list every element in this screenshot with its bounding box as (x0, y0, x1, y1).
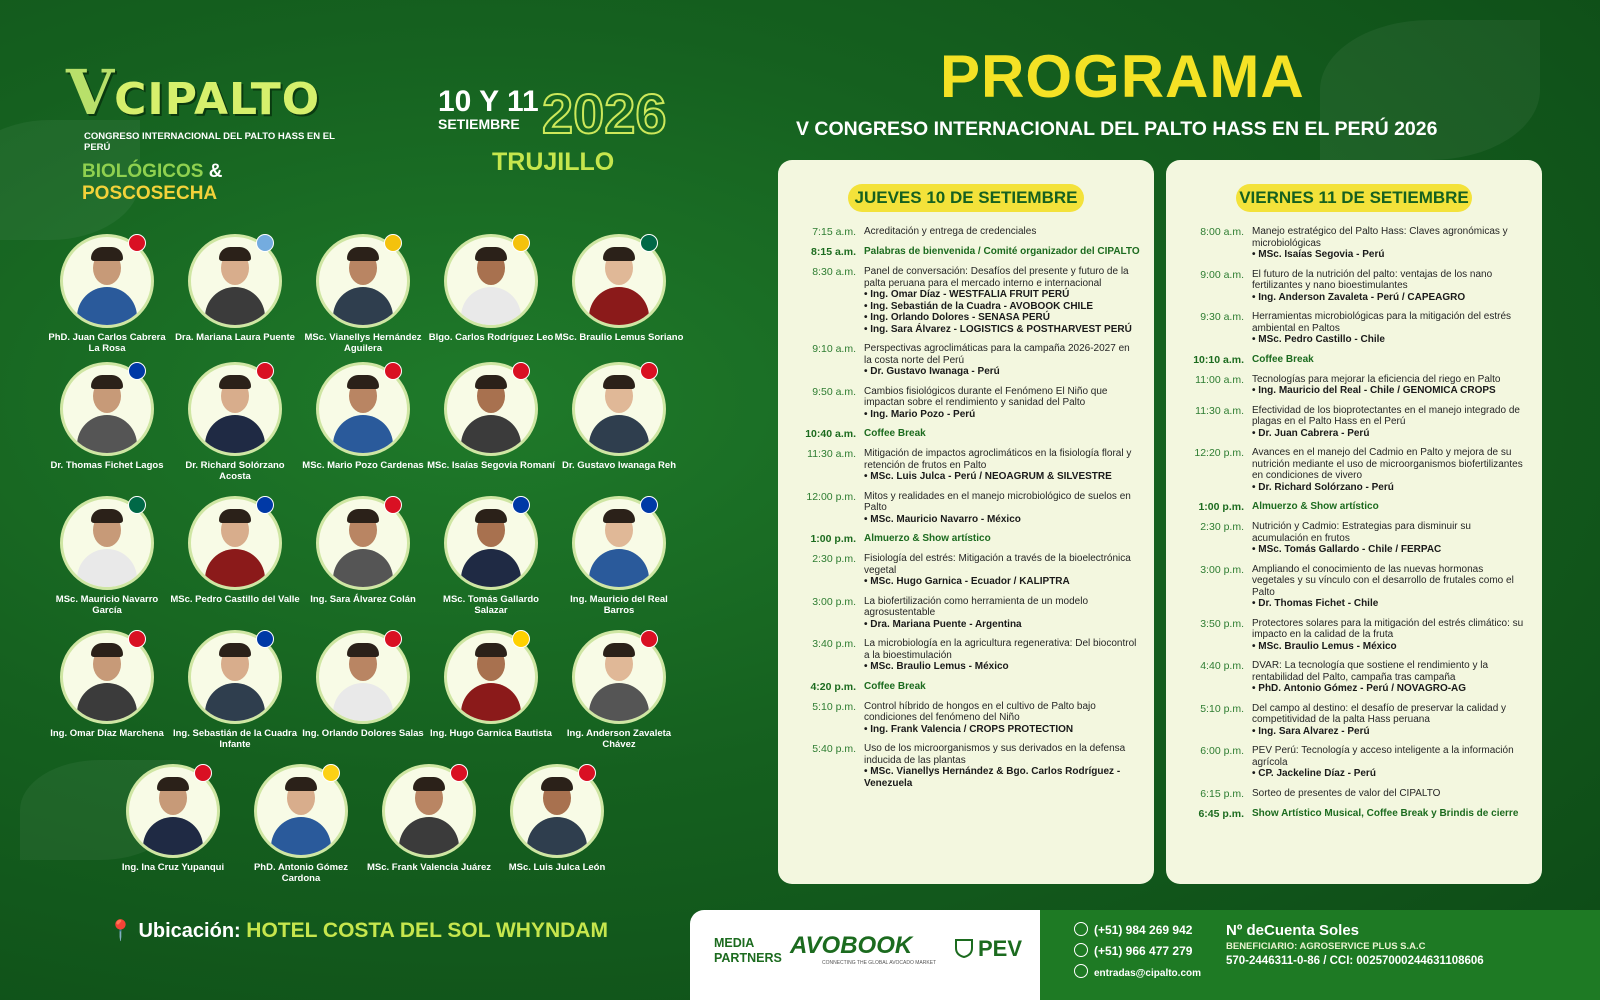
schedule-time: 1:00 p.m. (810, 533, 856, 545)
schedule-title: Avances en el manejo del Cadmio en Palto y mejora de su nutrición mediante el uso de microorganismos biofertilizantes en condiciones de vivero (1252, 447, 1523, 481)
day1-schedule (778, 226, 1154, 789)
speaker-card (170, 362, 300, 482)
flag-icon (512, 234, 530, 252)
email-link[interactable] (1074, 964, 1201, 979)
schedule-item (1166, 745, 1542, 780)
schedule-detail (864, 428, 1140, 440)
schedule-title: Mitigación de impactos agroclimáticos en la fisiología floral y retención de frutos en Palto (864, 448, 1132, 471)
schedule-title: La microbiología en la agricultura regenerativa: Del biocontrol a la bioestimulación (864, 638, 1137, 661)
schedule-title: Nutrición y Cadmio: Estrategias para disminuir su acumulación en frutos (1252, 521, 1471, 544)
schedule-item (1166, 788, 1542, 800)
schedule-title: DVAR: La tecnología que sostiene el rendimiento y la rentabilidad del Palto, campaña tras campaña (1252, 660, 1489, 683)
schedule-item (1166, 703, 1542, 738)
schedule-time: 3:00 p.m. (1200, 563, 1244, 576)
avobook-logo: AVOBOOK (790, 932, 913, 959)
speaker-card (298, 496, 428, 605)
speaker-name: MSc. Vianellys Hernández Aguilera (304, 332, 422, 354)
flag-icon (640, 234, 658, 252)
bank-title: Nº deCuenta Soles (1226, 922, 1360, 939)
schedule-detail (1252, 501, 1528, 513)
flag-icon (512, 496, 530, 514)
schedule-item (1166, 618, 1542, 653)
event-city: TRUJILLO (492, 148, 615, 176)
schedule-speaker: • MSc. Pedro Castillo - Chile (1252, 334, 1385, 345)
schedule-speaker: • PhD. Antonio Gómez - Perú / NOVAGRO-AG (1252, 683, 1467, 694)
speaker-card (298, 362, 428, 471)
schedule-detail (864, 266, 1140, 335)
schedule-detail (864, 701, 1140, 736)
speaker-name: Blgo. Carlos Rodríguez Leo (428, 332, 554, 343)
day2-schedule (1166, 226, 1542, 820)
speaker-card (364, 764, 494, 873)
schedule-title: Fisiología del estrés: Mitigación a través de la bioelectrónica vegetal (864, 553, 1131, 576)
speaker-card (298, 630, 428, 739)
day1-card (778, 160, 1154, 884)
flag-icon (384, 234, 402, 252)
schedule-detail (864, 226, 1140, 238)
schedule-item (778, 638, 1154, 673)
schedule-speaker: • MSc. Tomás Gallardo - Chile / FERPAC (1252, 544, 1442, 555)
schedule-item (778, 681, 1154, 693)
event-date (438, 82, 667, 176)
flag-icon (384, 496, 402, 514)
schedule-detail (864, 491, 1140, 526)
speaker-name: MSc. Luis Julca León (508, 862, 606, 873)
schedule-time: 8:00 a.m. (1200, 226, 1244, 238)
speaker-name: Dr. Richard Solórzano Acosta (185, 460, 285, 482)
schedule-title: Acreditación y entrega de credenciales (864, 226, 1037, 237)
schedule-time: 8:30 a.m. (812, 266, 856, 278)
schedule-time: 6:00 p.m. (1200, 745, 1244, 757)
schedule-speaker: • MSc. Luis Julca - Perú / NEOAGRUM & SILVESTRE (864, 471, 1112, 482)
flag-icon (384, 362, 402, 380)
schedule-item (1166, 660, 1542, 695)
speaker-card (42, 234, 172, 354)
schedule-title: Control híbrido de hongos en el cultivo de Palto bajo condiciones del fenómeno del Niño (864, 700, 1096, 723)
schedule-item (778, 596, 1154, 631)
schedule-item (1166, 374, 1542, 397)
schedule-speaker: • Dr. Richard Solórzano - Perú (1252, 481, 1394, 493)
phone-2[interactable] (1074, 943, 1192, 958)
contact-bar (1040, 910, 1600, 1000)
schedule-item (778, 533, 1154, 545)
speaker-card (426, 630, 556, 739)
day2-title: VIERNES 11 DE SETIEMBRE (1236, 184, 1472, 212)
flag-icon (640, 630, 658, 648)
speaker-card (170, 630, 300, 750)
schedule-detail (1252, 405, 1528, 440)
schedule-title: Almuerzo & Show artístico (1252, 501, 1379, 512)
pev-logo: PEV (978, 936, 1023, 961)
schedule-time: 3:00 p.m. (812, 595, 856, 608)
schedule-title: Panel de conversación: Desafíos del presente y futuro de la palta peruana para el mercado interno e internacional (864, 266, 1129, 289)
schedule-detail (864, 638, 1140, 673)
flag-icon (512, 362, 530, 380)
media-partners (690, 910, 1040, 1000)
schedule-speaker: • Ing. Orlando Dolores - SENASA PERÚ (864, 312, 1050, 323)
schedule-detail (1252, 269, 1528, 304)
schedule-time: 6:15 p.m. (1200, 787, 1244, 800)
logo-v: V (66, 56, 115, 129)
schedule-detail (864, 553, 1140, 588)
schedule-detail (1252, 521, 1528, 556)
speaker-name: PhD. Antonio Gómez Cardona (253, 862, 349, 884)
schedule-item (1166, 311, 1542, 346)
speaker-card (426, 234, 556, 343)
schedule-speaker: • Ing. Omar Díaz - WESTFALIA FRUIT PERÚ (864, 289, 1070, 300)
schedule-speaker: • Ing. Mauricio del Real - Chile / GENOMICA CROPS (1252, 385, 1496, 396)
schedule-title: Efectividad de los bioprotectantes en el manejo integrado de plagas en el Palto Hass en el Perú (1252, 404, 1520, 427)
schedule-time: 4:40 p.m. (1200, 660, 1244, 672)
speaker-card (426, 496, 556, 616)
location-value: HOTEL COSTA DEL SOL WHYNDAM (246, 919, 608, 942)
speaker-name: MSc. Mario Pozo Cardenas (302, 460, 424, 471)
schedule-detail (1252, 311, 1528, 346)
schedule-time: 11:30 a.m. (1195, 404, 1244, 417)
logo-subtitle: CONGRESO INTERNACIONAL DEL PALTO HASS EN EL PERÚ (84, 131, 335, 153)
schedule-title: Cambios fisiológicos durante el Fenómeno El Niño que impactan sobre el rendimiento y sanidad del Palto (864, 385, 1108, 408)
location (108, 918, 608, 943)
schedule-item (778, 428, 1154, 440)
speaker-name: Ing. Ina Cruz Yupanqui (121, 862, 225, 873)
schedule-item (778, 246, 1154, 258)
schedule-time: 4:20 p.m. (810, 680, 856, 693)
flag-icon (512, 630, 530, 648)
schedule-time: 5:10 p.m. (1200, 702, 1244, 715)
schedule-detail (1252, 788, 1528, 800)
phone-1-text: (+51) 984 269 942 (1094, 923, 1193, 937)
speaker-card (170, 234, 300, 343)
schedule-speaker: • MSc. Braulio Lemus - México (864, 661, 1009, 672)
schedule-time: 7:15 a.m. (812, 226, 856, 238)
schedule-title: Tecnologías para mejorar la eficiencia del riego en Palto (1252, 373, 1501, 385)
speaker-card (298, 234, 428, 354)
schedule-time: 5:40 p.m. (812, 743, 856, 755)
whatsapp-icon (1074, 943, 1088, 957)
schedule-detail (864, 681, 1140, 693)
flag-icon (256, 630, 274, 648)
schedule-speaker: • Dra. Mariana Puente - Argentina (864, 618, 1022, 630)
schedule-time: 2:30 p.m. (1200, 521, 1244, 533)
schedule-time: 8:15 a.m. (811, 246, 856, 258)
flag-icon (578, 764, 596, 782)
phone-1[interactable] (1074, 922, 1192, 937)
speaker-name: Ing. Omar Díaz Marchena (50, 728, 164, 739)
schedule-detail (1252, 226, 1528, 261)
schedule-title: La biofertilización como herramienta de un modelo agrosustentable (864, 595, 1089, 618)
flag-icon (450, 764, 468, 782)
schedule-speaker: • MSc. Hugo Garnica - Ecuador / KALIPTRA (864, 576, 1070, 587)
flag-icon (128, 496, 146, 514)
email-text: entradas@cipalto.com (1094, 968, 1202, 979)
schedule-item (1166, 226, 1542, 261)
tag-biologicos: BIOLÓGICOS (82, 161, 204, 182)
location-label: Ubicación: (138, 920, 241, 942)
program-subtitle: V CONGRESO INTERNACIONAL DEL PALTO HASS EN EL PERÚ 2026 (796, 118, 1438, 140)
schedule-speaker: • CP. Jackeline Díaz - Perú (1252, 768, 1376, 779)
flag-icon (128, 630, 146, 648)
speaker-card (108, 764, 238, 873)
flag-icon (128, 362, 146, 380)
phone-2-text: (+51) 966 477 279 (1094, 944, 1193, 958)
schedule-time: 6:45 p.m. (1198, 807, 1244, 820)
schedule-time: 1:00 p.m. (1198, 501, 1244, 513)
schedule-item (778, 701, 1154, 736)
speaker-name: MSc. Pedro Castillo del Valle (170, 594, 300, 605)
schedule-speaker: • MSc. Braulio Lemus - México (1252, 640, 1397, 652)
speaker-name: Ing. Anderson Zavaleta Chávez (566, 728, 672, 750)
flag-icon (194, 764, 212, 782)
schedule-item (1166, 564, 1542, 610)
schedule-title: Mitos y realidades en el manejo microbiológico de suelos en Palto (864, 490, 1131, 513)
schedule-item (778, 386, 1154, 421)
schedule-title: Del campo al destino: el desafío de preservar la calidad y competitividad de la palta Hass peruana (1252, 702, 1507, 725)
day2-card (1166, 160, 1542, 884)
schedule-title: Palabras de bienvenida / Comité organizador del CIPALTO (864, 246, 1140, 257)
bank-numbers: 570-2446311-0-86 / CCI: 00257000244631108606 (1226, 955, 1484, 967)
speaker-name: MSc. Isaías Segovia Romaní (427, 460, 555, 471)
schedule-detail (1252, 745, 1528, 780)
schedule-detail (1252, 447, 1528, 493)
speaker-card (42, 362, 172, 471)
schedule-time: 2:30 p.m. (812, 553, 856, 565)
schedule-title: Perspectivas agroclimáticas para la campaña 2026-2027 en la costa norte del Perú (864, 343, 1130, 366)
schedule-title: El futuro de la nutrición del palto: ventajas de los nano fertilizantes y nano bioestimulantes (1252, 268, 1493, 291)
schedule-time: 3:50 p.m. (1200, 617, 1244, 630)
schedule-detail (1252, 354, 1528, 366)
speaker-card (170, 496, 300, 605)
speaker-card (554, 496, 684, 616)
schedule-speaker: • MSc. Mauricio Navarro - México (864, 513, 1021, 525)
speaker-name: Dr. Thomas Fichet Lagos (50, 460, 164, 471)
schedule-time: 12:00 p.m. (806, 490, 856, 503)
speaker-name: Dra. Mariana Laura Puente (175, 332, 295, 343)
schedule-title: Uso de los microorganismos y sus derivados en la defensa inducida de las plantas (864, 743, 1126, 766)
schedule-speaker: • Ing. Sara Alvarez - Perú (1252, 725, 1370, 737)
speaker-name: Dr. Gustavo Iwanaga Reh (561, 460, 677, 471)
flag-icon (640, 362, 658, 380)
flag-icon (384, 630, 402, 648)
speaker-name: MSc. Tomás Gallardo Salazar (443, 594, 539, 616)
schedule-item (778, 226, 1154, 238)
flag-icon (128, 234, 146, 252)
tag-poscosecha: POSCOSECHA (82, 183, 218, 204)
schedule-detail (864, 533, 1140, 545)
schedule-title: Coffee Break (864, 680, 926, 692)
schedule-title: Herramientas microbiológicas para la mitigación del estrés ambiental en Paltos (1252, 311, 1511, 334)
speaker-name: Ing. Sebastián de la Cuadra Infante (172, 728, 298, 750)
date-days: 10 Y 11 (438, 85, 539, 118)
flag-icon (640, 496, 658, 514)
speaker-name: MSc. Braulio Lemus Soriano (554, 332, 684, 343)
avobook-slogan: CONNECTING THE GLOBAL AVOCADO MARKET (822, 960, 937, 966)
schedule-item (1166, 269, 1542, 304)
schedule-detail (1252, 808, 1528, 820)
location-pin-icon: 📍 (108, 920, 133, 942)
speaker-name: Ing. Sara Álvarez Colán (310, 594, 416, 605)
pev-shield-icon (954, 938, 974, 958)
schedule-speaker: • Ing. Anderson Zavaleta - Perú / CAPEAGRO (1252, 291, 1466, 303)
speaker-name: PhD. Juan Carlos Cabrera La Rosa (48, 332, 166, 354)
flag-icon (256, 234, 274, 252)
schedule-speaker: • Ing. Mario Pozo - Perú (864, 408, 976, 420)
schedule-detail (1252, 660, 1528, 695)
logo-tagline (82, 161, 336, 205)
schedule-detail (864, 386, 1140, 421)
speaker-name: Ing. Orlando Dolores Salas (302, 728, 424, 739)
schedule-title: Show Artístico Musical, Coffee Break y Brindis de cierre (1252, 807, 1519, 819)
schedule-item (778, 343, 1154, 378)
schedule-speaker: • MSc. Isaías Segovia - Perú (1252, 249, 1385, 260)
flag-icon (322, 764, 340, 782)
schedule-time: 12:20 p.m. (1194, 447, 1244, 459)
logo-word: CIPALTO (114, 74, 321, 125)
cipalto-logo (66, 56, 336, 205)
schedule-detail (864, 343, 1140, 378)
schedule-time: 3:40 p.m. (812, 638, 856, 650)
schedule-item (778, 553, 1154, 588)
schedule-speaker: • Dr. Gustavo Iwanaga - Perú (864, 366, 1000, 377)
schedule-title: Protectores solares para la mitigación del estrés climático: su impacto en la calidad de la fruta (1252, 617, 1524, 640)
schedule-title: Sorteo de presentes de valor del CIPALTO (1252, 787, 1441, 799)
speaker-name: MSc. Frank Valencia Juárez (366, 862, 492, 873)
schedule-title: Coffee Break (1252, 353, 1314, 365)
day1-title: JUEVES 10 DE SETIEMBRE (848, 184, 1084, 212)
schedule-title: Ampliando el conocimiento de las nuevas hormonas vegetales y su vínculo con el desarrollo de frutales como el Palto (1252, 563, 1514, 598)
schedule-item (1166, 808, 1542, 820)
media-partners-label: MEDIA PARTNERS (714, 936, 782, 965)
bank-beneficiary: BENEFICIARIO: AGROSERVICE PLUS S.A.C (1226, 941, 1426, 952)
speaker-card (554, 234, 684, 343)
schedule-speaker: • Ing. Sara Álvarez - LOGISTICS & POSTHARVEST PERÚ (864, 323, 1132, 335)
schedule-title: Coffee Break (864, 428, 926, 439)
schedule-speaker: • Dr. Thomas Fichet - Chile (1252, 598, 1379, 609)
schedule-speaker: • Ing. Sebastián de la Cuadra - AVOBOOK CHILE (864, 300, 1094, 312)
schedule-title: Manejo estratégico del Palto Hass: Claves agronómicas y microbiológicas (1252, 226, 1508, 249)
schedule-item (1166, 354, 1542, 366)
schedule-time: 11:30 a.m. (807, 448, 856, 460)
schedule-time: 9:00 a.m. (1200, 268, 1244, 281)
tag-amp: & (208, 161, 223, 182)
schedule-title: Almuerzo & Show artístico (864, 533, 991, 544)
schedule-item (1166, 447, 1542, 493)
speaker-card (554, 362, 684, 471)
date-year: 2026 (542, 82, 667, 145)
schedule-time: 10:10 a.m. (1193, 353, 1244, 366)
schedule-detail (864, 596, 1140, 631)
schedule-item (1166, 521, 1542, 556)
schedule-time: 9:10 a.m. (812, 343, 856, 355)
flag-icon (256, 362, 274, 380)
schedule-title: PEV Perú: Tecnología y acceso inteligente a la información agrícola (1252, 745, 1514, 768)
schedule-time: 11:00 a.m. (1195, 373, 1244, 386)
schedule-detail (864, 448, 1140, 483)
schedule-item (778, 491, 1154, 526)
speaker-card (42, 496, 172, 616)
schedule-detail (1252, 703, 1528, 738)
schedule-speaker: • Ing. Frank Valencia / CROPS PROTECTION (864, 723, 1074, 735)
speaker-card (492, 764, 622, 873)
schedule-item (778, 743, 1154, 789)
email-icon (1074, 964, 1088, 978)
date-month: SETIEMBRE (438, 116, 520, 132)
schedule-time: 5:10 p.m. (812, 700, 856, 713)
flag-icon (256, 496, 274, 514)
schedule-speaker: • MSc. Vianellys Hernández & Bgo. Carlos Rodríguez - Venezuela (864, 766, 1121, 789)
speaker-card (426, 362, 556, 471)
speaker-card (236, 764, 366, 884)
schedule-item (778, 266, 1154, 335)
schedule-detail (864, 246, 1140, 258)
program-title: PROGRAMA (940, 43, 1305, 110)
schedule-detail (864, 743, 1140, 789)
schedule-detail (1252, 374, 1528, 397)
schedule-time: 10:40 a.m. (805, 428, 856, 440)
schedule-item (778, 448, 1154, 483)
schedule-item (1166, 405, 1542, 440)
schedule-speaker: • Dr. Juan Cabrera - Perú (1252, 427, 1370, 439)
schedule-detail (1252, 564, 1528, 610)
speaker-name: MSc. Mauricio Navarro García (55, 594, 159, 616)
schedule-detail (1252, 618, 1528, 653)
schedule-time: 9:30 a.m. (1200, 311, 1244, 323)
speaker-name: Ing. Mauricio del Real Barros (570, 594, 668, 616)
schedule-time: 9:50 a.m. (812, 385, 856, 398)
speaker-card (42, 630, 172, 739)
speaker-name: Ing. Hugo Garnica Bautista (430, 728, 552, 739)
speaker-card (554, 630, 684, 750)
schedule-item (1166, 501, 1542, 513)
whatsapp-icon (1074, 922, 1088, 936)
